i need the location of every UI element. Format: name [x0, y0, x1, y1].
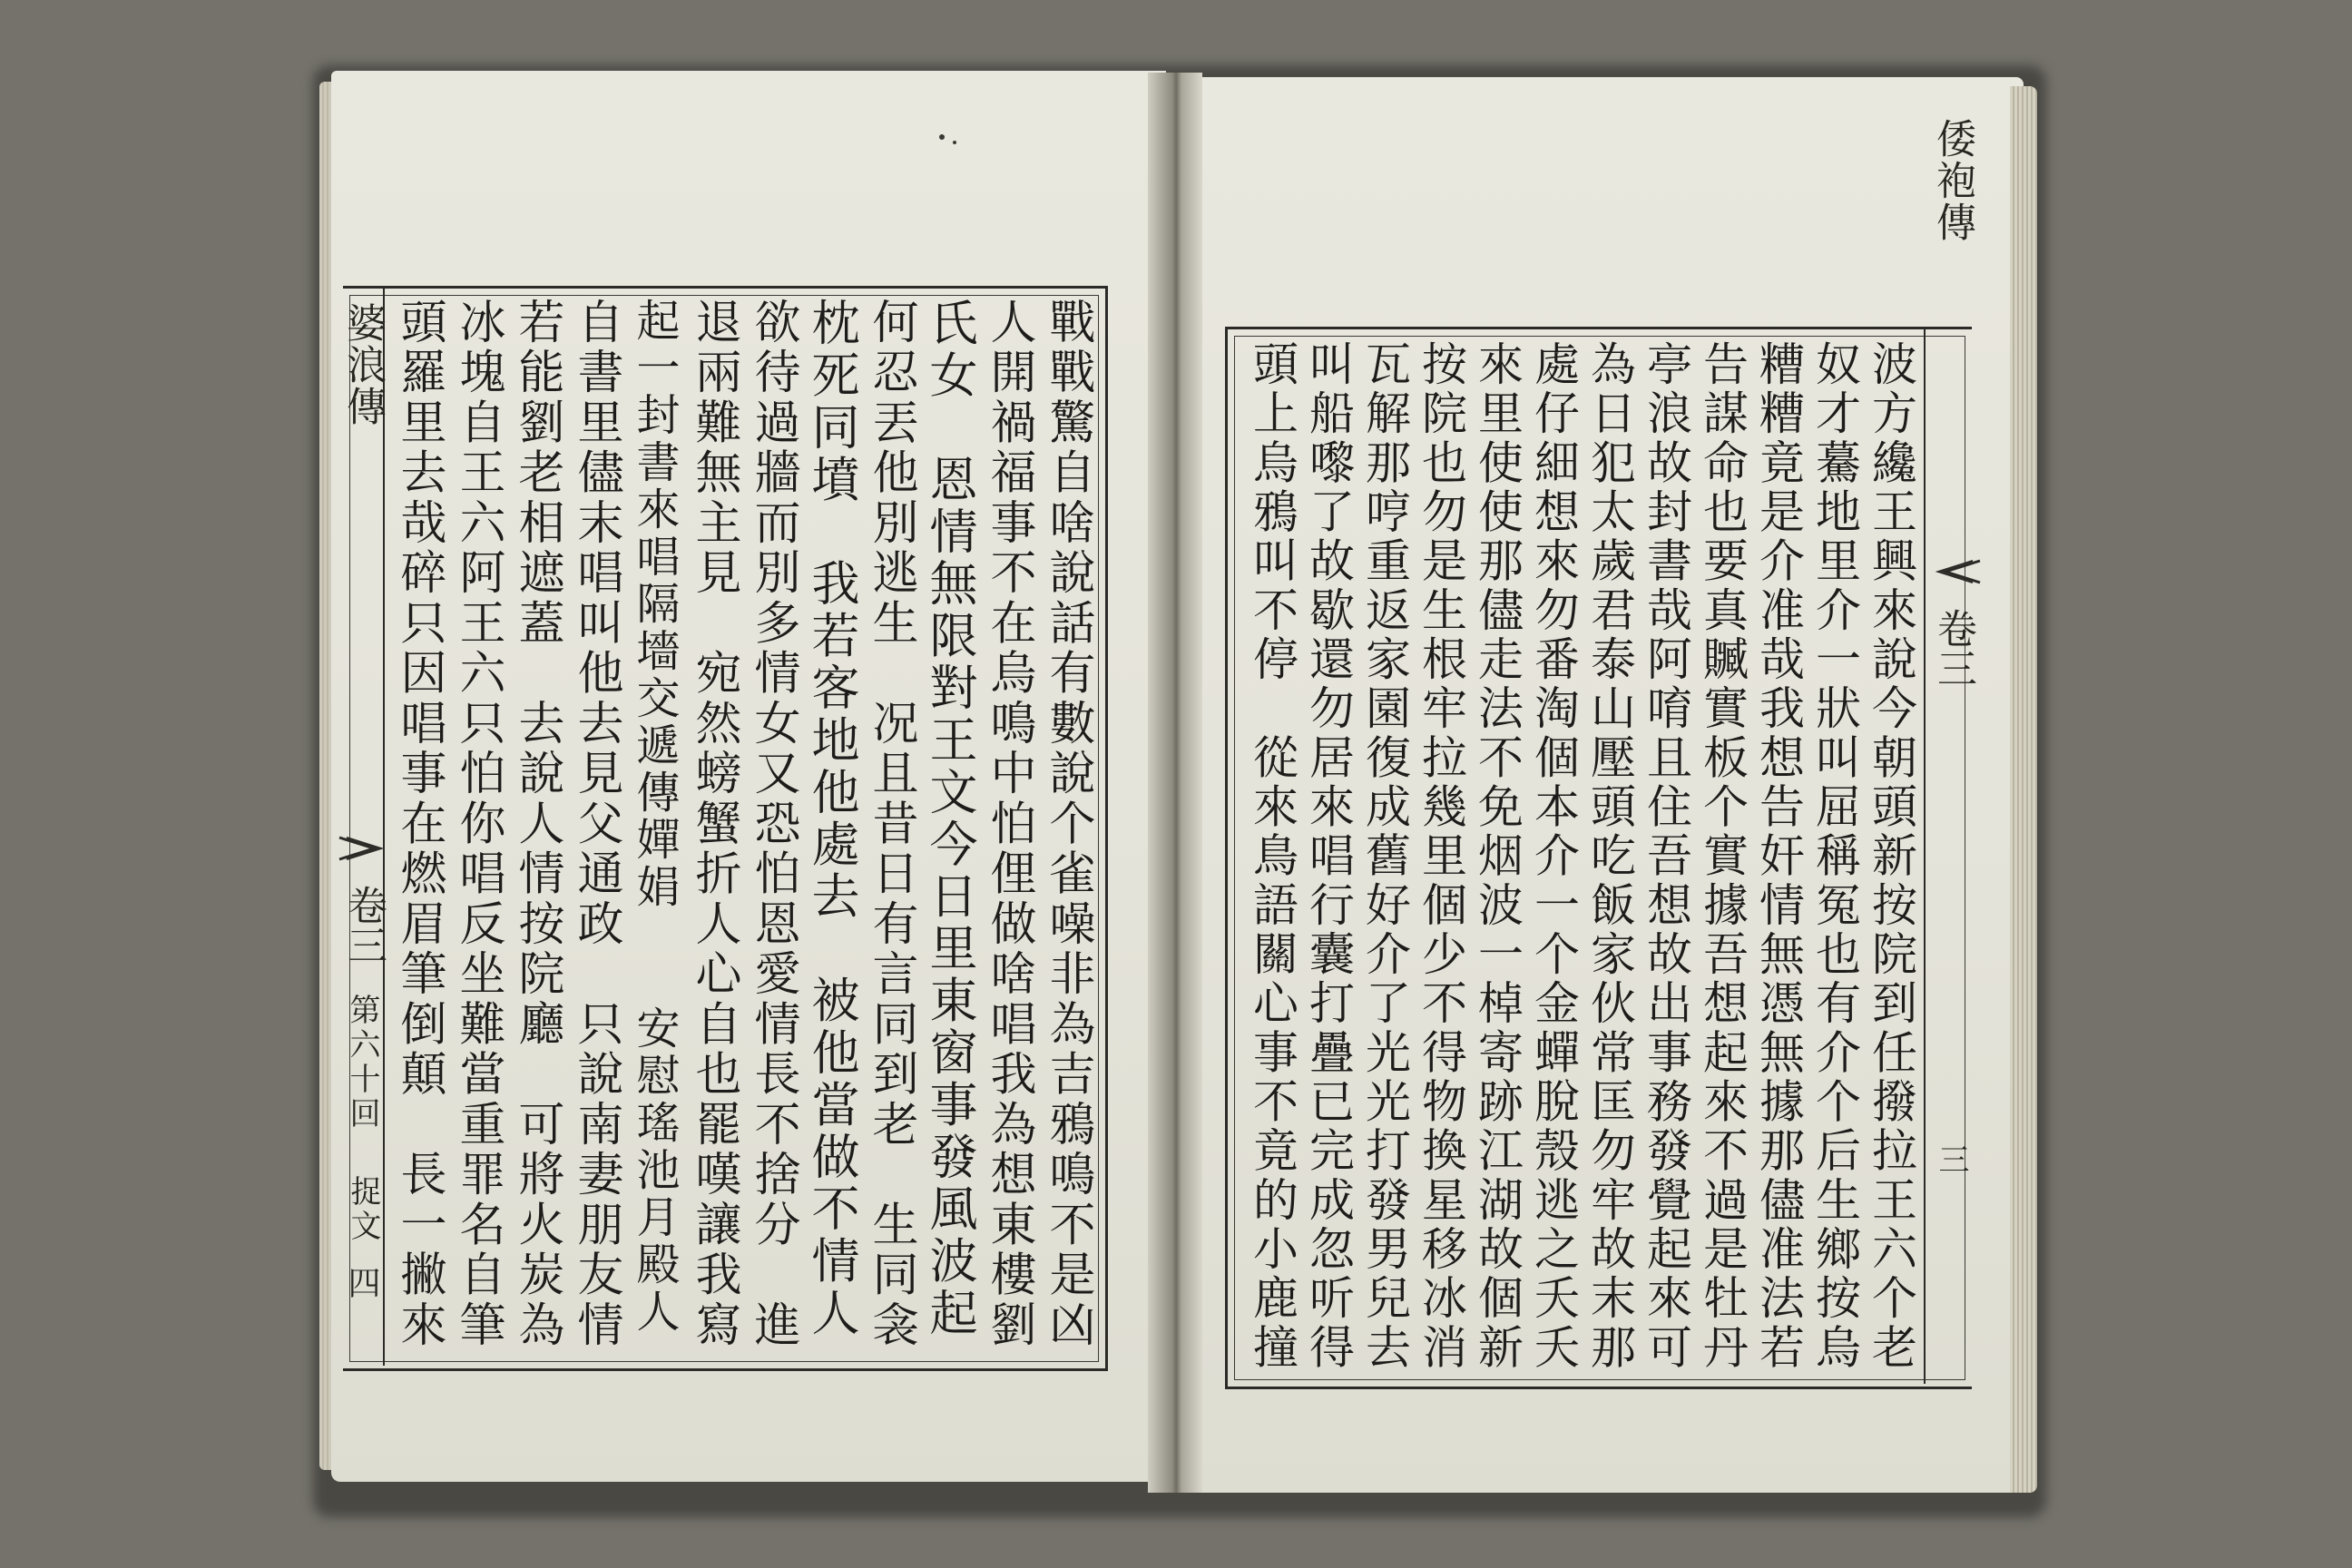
fish-tail-mark	[1926, 554, 1982, 590]
book-gutter	[1148, 73, 1202, 1493]
text-column: 欲待過牆而別多情女又恐怕恩愛情長不捨分 進	[746, 298, 799, 1351]
left-spine-chapter: 第六十回	[344, 994, 380, 1132]
right-spine-volume: 卷三	[1930, 608, 1976, 688]
text-column: 來里使使那儘走法不免烟波一棹寄跡江湖故個新	[1471, 340, 1524, 1373]
left-text-body	[390, 298, 1098, 1355]
text-column: 奴才驀地里介一狀叫屈稱冤也有介个后生鄉按烏	[1808, 340, 1861, 1373]
text-column: 何忍丟他別逃生 况且昔日有言同到老 生同衾	[864, 298, 917, 1351]
ink-speck	[939, 134, 945, 140]
text-column: 處仔細想來勿番淘個本介一个金蟬脫殼逃之夭夭	[1527, 340, 1580, 1373]
right-text-body	[1239, 340, 1924, 1375]
text-column: 頭上烏鴉叫不停 從來鳥語關心事不竟的小鹿撞	[1246, 340, 1298, 1373]
text-column: 告謀命也要真贓實板个實據吾想起來不過是牡丹	[1696, 340, 1749, 1373]
right-page-edges	[2010, 86, 2037, 1493]
text-column: 按院也勿是生根牢拉幾里個少不得物換星移冰消	[1415, 340, 1467, 1373]
fish-tail-mark	[338, 830, 394, 867]
left-spine-title: 婆浪傳	[339, 302, 386, 427]
text-column: 起一封書來唱隔墻交遞傳嬋娟 安慰瑤池月殿人	[629, 298, 680, 1336]
left-spine-volume: 卷三	[340, 885, 387, 965]
text-column: 若能劉老相遮蓋 去說人情按院廳 可將火炭為	[510, 298, 564, 1351]
text-column: 自書里儘末唱叫他去見父通政 只說南妻朋友情	[569, 298, 622, 1351]
right-spine-strip	[1924, 118, 1976, 1384]
left-spine-chapter-title: 捉文	[345, 1175, 381, 1244]
right-spine-folio: 三	[1933, 1143, 1969, 1174]
text-column: 氏女 恩情無限對王文今日里東窗事發風波起	[922, 298, 977, 1340]
text-column: 戰戰驚自啥說話有數說个雀噪非為吉鴉鳴不是凶	[1041, 298, 1094, 1351]
text-column: 叫船嚟了故歇還勿居來唱行囊打疊已完成忽听得	[1302, 340, 1355, 1373]
text-column: 冰塊自王六阿王六只怕你唱反坐難當重罪名自筆	[451, 298, 505, 1351]
text-column: 波方纔王興來說今朝頭新按院到任撥拉王六个老	[1865, 340, 1917, 1373]
text-column: 亭浪故封書哉阿唷且住吾想故出事務發覺起來可	[1640, 340, 1692, 1373]
text-column: 枕死同墳 我若客地他處去 被他當做不情人	[804, 298, 859, 1340]
ink-speck	[953, 141, 956, 144]
text-column: 頭羅里去哉碎只因唱事在燃眉筆倒顛 長一撇來	[392, 298, 446, 1351]
right-spine-title: 倭袍傳	[1929, 118, 1975, 243]
text-column: 退兩難無主見 宛然螃蟹折人心自也罷嘆讓我寫	[687, 298, 740, 1351]
text-column: 糟糟竟是介准哉我想告奸情無憑無據那儘准法若	[1752, 340, 1805, 1373]
left-spine-strip	[338, 286, 385, 1366]
text-column: 瓦解那哼重返家園復成舊好介了光光打發男兒去	[1358, 340, 1411, 1373]
text-column: 為日犯太歲君泰山壓頭吃飯家伙常匡勿牢故末那	[1583, 340, 1636, 1373]
left-spine-folio: 四	[343, 1266, 380, 1298]
text-column: 人開禍福事不在烏鳴中怕俚做啥唱我為想東樓劉	[982, 298, 1035, 1351]
